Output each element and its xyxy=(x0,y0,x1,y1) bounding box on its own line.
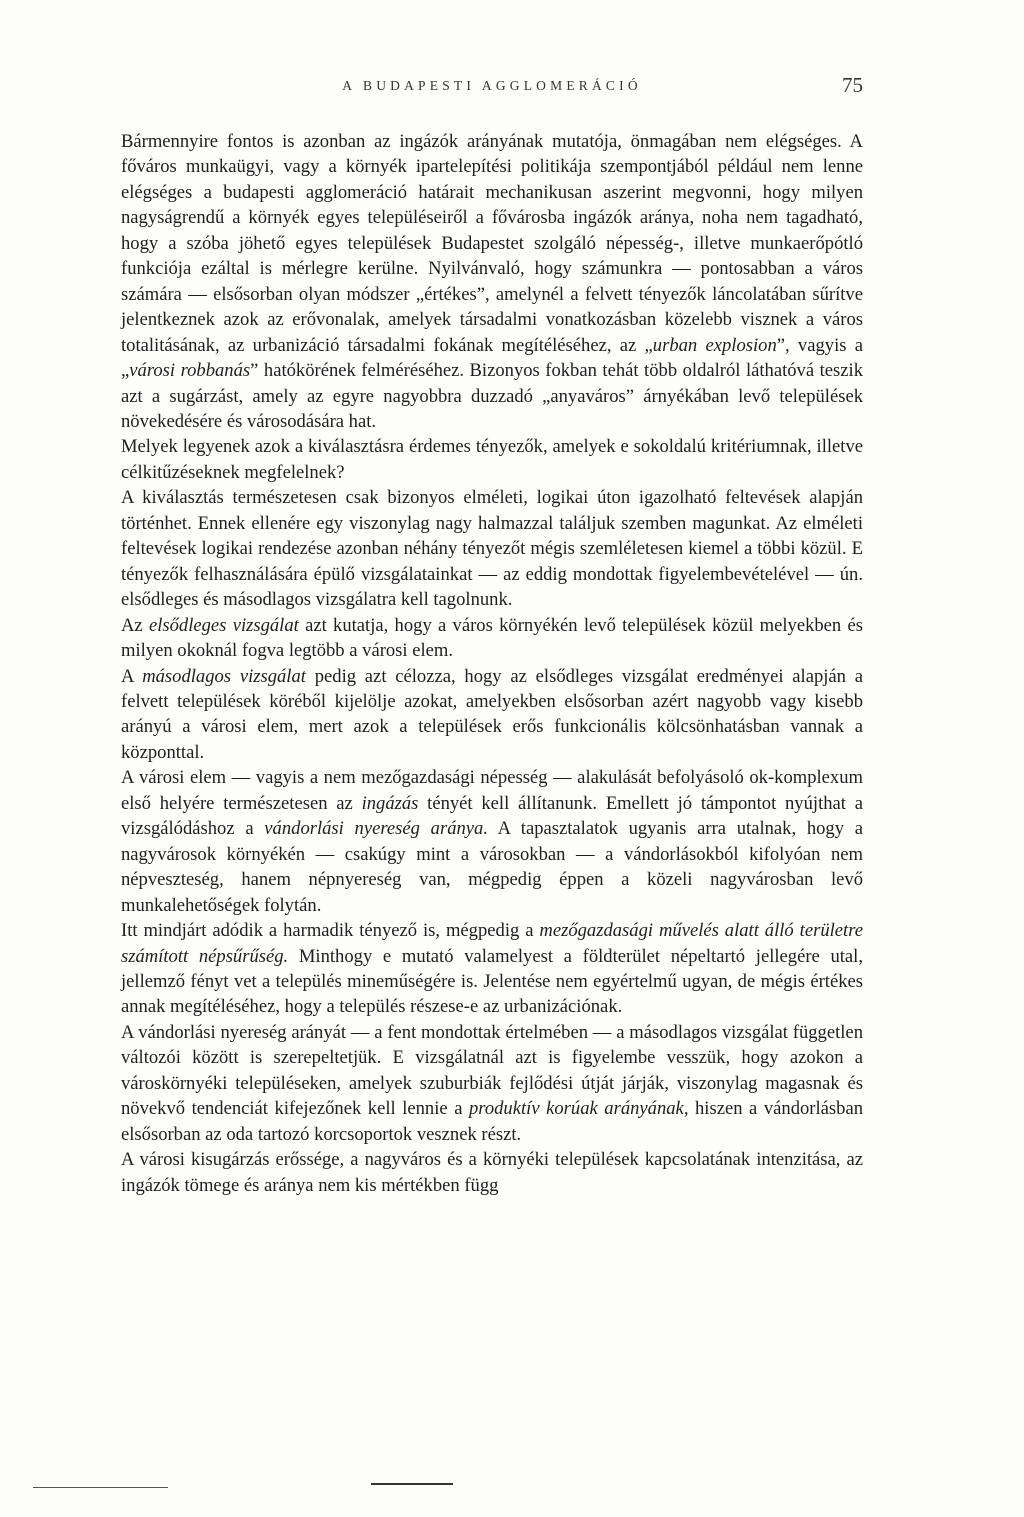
italic-run: másodlagos vizsgálat xyxy=(142,665,306,687)
text-run: A kiválasztás természetesen csak bizonyos elméleti, logikai úton igazolható feltevések alapján történhet. Ennek ellenére egy viszonylag nagy halmazzal találjuk szemben magunkat. Az elméleti feltevések logikai rendezése azonban néhány tényezőt mégis szemléletesen kiemel a többi közül. E tényezők felhasználására épülő vizsgálatainkat — az eddig mondottak figyelembevételével — ún. elsődleges és másodlagos vizsgálatra kell tagolnunk. xyxy=(121,487,863,611)
italic-run: urban explosion xyxy=(652,334,777,356)
text-run: A városi kisugárzás erőssége, a nagyváros és a környéki települések kapcsolatának intenzitása, az ingázók tömege és aránya nem kis mértékben függ xyxy=(121,1149,863,1196)
text-run: hiszen a vándorlásban elsősorban az oda tartozó korcsoportok vesznek részt. xyxy=(121,1098,863,1145)
text-run: Melyek legyenek azok a kiválasztásra érdemes tényezők, amelyek e sokoldalú kritériumnak, illetve célkitűzéseknek megfelelnek? xyxy=(121,436,863,483)
bottom-left-rule xyxy=(33,1487,168,1488)
text-run: Az xyxy=(121,614,149,636)
italic-run: városi robbanás xyxy=(129,360,251,382)
paragraph xyxy=(121,1147,863,1198)
paragraph xyxy=(121,765,863,918)
bottom-mid-mark xyxy=(371,1483,453,1485)
italic-run: mezőgazdasági művelés alatt álló területre számított népsűrűség. xyxy=(121,920,863,967)
paragraph xyxy=(121,1020,863,1147)
paragraph xyxy=(121,129,863,434)
text-run: pedig azt célozza, hogy az elsődleges vizsgálat eredményei alapján a felvett települések köréből kijelölje azokat, amelyekben elsősorban azért nagyobb vagy kisebb arányú a városi elem, mert azok a települések erős funkcionális kölcsönhatásban vannak a központtal. xyxy=(121,665,863,763)
text-run: azt kutatja, hogy a város környékén levő települések közül melyekben és milyen okoknál fogva legtöbb a városi elem. xyxy=(121,614,863,662)
text-run: Minthogy e mutató valamelyest a földterület népeltartó jellegére utal, jellemző fényt vet a település mineműségére is. Jelentése nem egyértelmű ugyan, de mégis értékes annak megítéléséhez, hogy a település részese-e az urbanizációnak. xyxy=(121,945,863,1018)
italic-run: elsődleges vizsgálat xyxy=(148,614,299,636)
text-run: ”, vagyis a „ xyxy=(121,334,863,382)
paragraph xyxy=(121,918,863,1020)
running-head xyxy=(121,73,863,103)
page-number: 75 xyxy=(842,73,863,97)
italic-run: ingázás xyxy=(361,792,419,814)
italic-run: produktív korúak arányának, xyxy=(469,1098,689,1120)
body-text xyxy=(121,129,863,1198)
text-run: A tapasztalatok ugyanis arra utalnak, hogy a nagyvárosok környékén — csakúgy mint a városokban — a vándorlásokból kifolyóan nem népveszteség, hanem népnyereség van, mégpedig éppen a közeli nagyvárosban levő munkalehetőségek folytán. xyxy=(121,818,863,916)
text-run: ” hatókörének felméréséhez. Bizonyos fokban tehát több oldalról láthatóvá teszik azt a sugárzást, amely az egyre nagyobbra duzzadó „anyaváros” árnyékában levő települések növekedésére és városodására hat. xyxy=(121,360,863,432)
paragraph xyxy=(121,485,863,612)
italic-run: vándorlási nyereség aránya. xyxy=(264,818,488,840)
paragraph xyxy=(121,664,863,766)
running-title: A BUDAPESTI AGGLOMERÁCIÓ xyxy=(342,78,642,93)
text-run: A vándorlási nyereség arányát — a fent mondottak értelmében — a másodlagos vizsgálat független változói között is szerepeltetjük. E vizsgálatnál azt is figyelembe vesszük, hogy azokon a városkörnyéki településeken, amelyek szuburbiák fejlődési útját járják, viszonylag magasnak és növekvő tendenciát kifejezőnek kell lennie a xyxy=(121,1021,863,1120)
text-run: Itt mindjárt adódik a harmadik tényező is, mégpedig a xyxy=(121,920,540,942)
text-run: A xyxy=(121,665,143,687)
text-run: A városi elem — vagyis a nem mezőgazdasági népesség — alakulását befolyásoló ok-komplexum első helyére természetesen az xyxy=(121,767,863,814)
text-run: Bármennyire fontos is azonban az ingázók arányának mutatója, önmagában nem elégséges. A főváros munkaügyi, vagy a környék iparteleрítési politikája szempontjából például nem lenne elégséges a budapesti agglomeráció határait mechanikusan aszerint megvonni, hogy milyen nagyságrendű a környék egyes településeiről a fővárosba ingázók aránya, noha nem tagadható, hogy a szóba jöhető egyes települések Budapestet szolgáló népesség-, illetve munkaerőpótló funkciója ezáltal is mérlegre kerülne. Nyilvánvaló, hogy számunkra — pontosabban a város számára — elsősorban olyan módszer „értékes”, amelynél a felvett tényezők láncolatában sűrítve jelentkeznek azok az erővonalak, amelyek társadalmi vonatkozásban közelebb visznek a város totalitásának, az urbanizáció társadalmi fokának megítéléséhez, az „ xyxy=(121,131,863,356)
text-run: tényét kell állítanunk. Emellett jó támpontot nyújthat a vizsgálódáshoz a xyxy=(121,792,863,840)
paragraph xyxy=(121,434,863,485)
paragraph xyxy=(121,613,863,664)
